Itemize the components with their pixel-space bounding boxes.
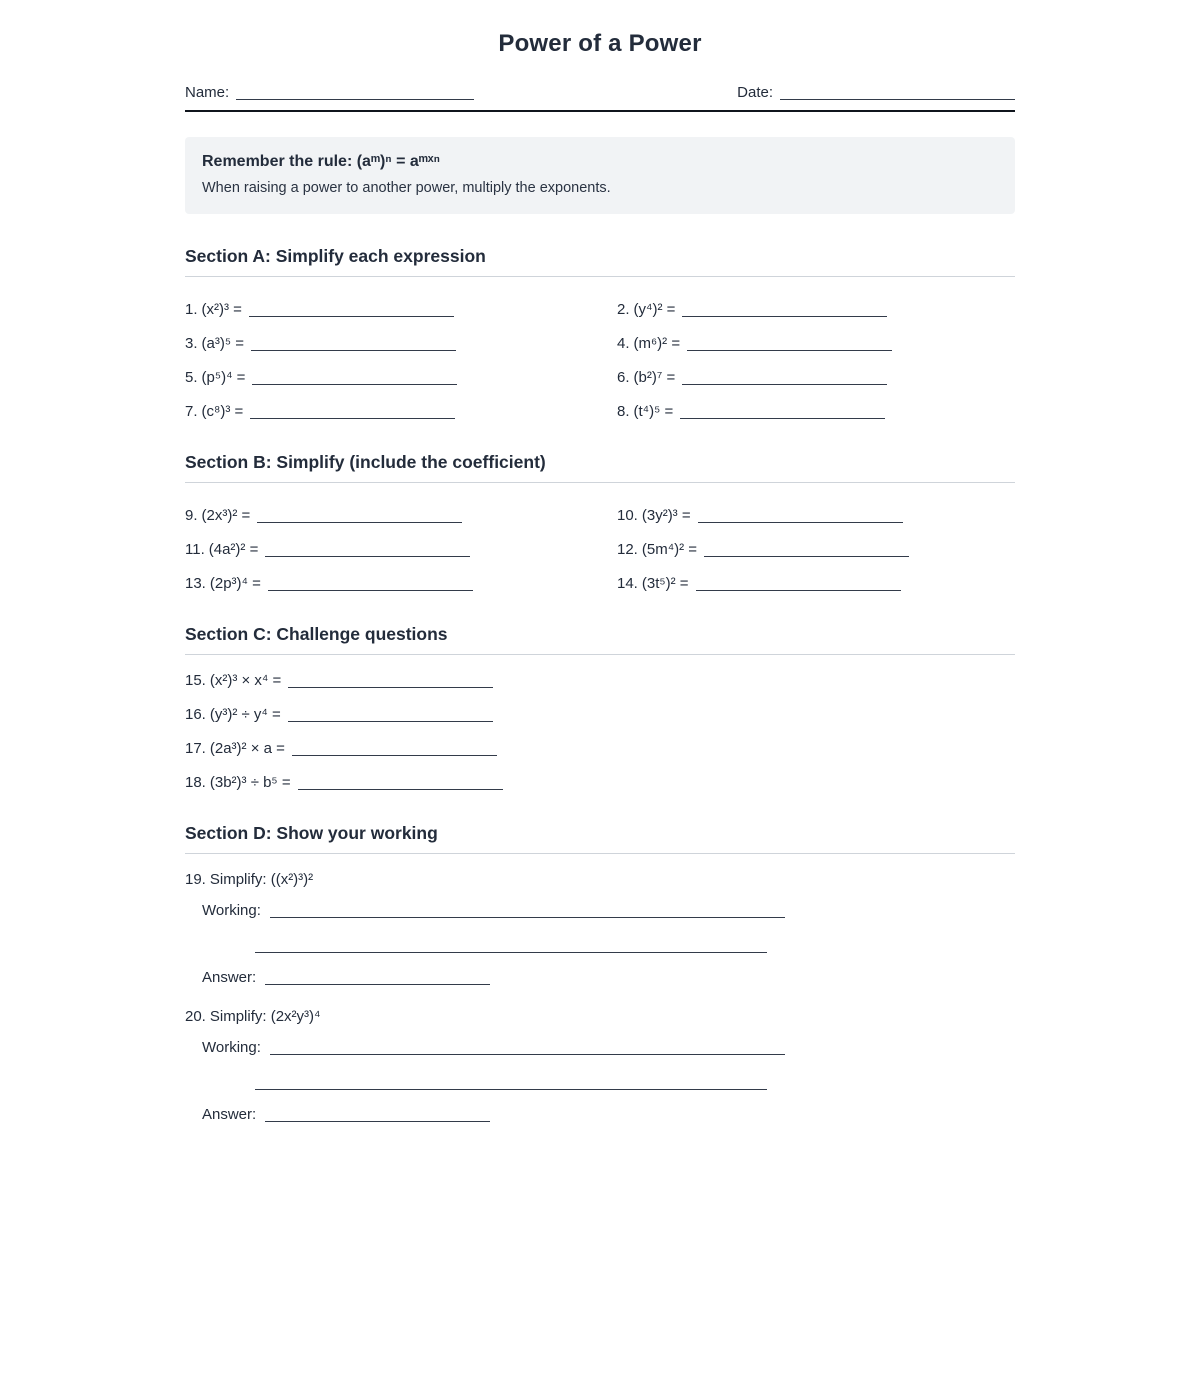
question-row	[617, 507, 1015, 524]
section-b-questions	[185, 490, 1015, 592]
section-c-heading: Section C: Challenge questions	[185, 624, 1015, 655]
answer-line	[696, 577, 901, 591]
answer-line	[268, 577, 473, 591]
question-expression: (2p³)⁴ =	[209, 575, 261, 592]
question-number: 2.	[617, 301, 630, 318]
question-row	[185, 672, 1015, 689]
rule-title: Remember the rule: (aᵐ)ⁿ = aᵐˣⁿ	[202, 153, 440, 170]
name-field	[185, 84, 474, 101]
answer-line	[250, 405, 455, 419]
question-expression: (x²)³ =	[201, 301, 242, 318]
rule-box	[185, 137, 1015, 214]
question-number: 3.	[185, 335, 198, 352]
question-expression: (5m⁴)² =	[641, 541, 698, 558]
question-number: 7.	[185, 403, 198, 420]
section-d	[185, 823, 1015, 1123]
question-row	[185, 740, 1015, 757]
answer-line	[265, 1108, 490, 1122]
answer-line	[292, 742, 497, 756]
working-row-2	[248, 937, 1015, 954]
section-a-questions	[185, 284, 1015, 420]
section-c-questions	[185, 672, 1015, 791]
question-expression: (p⁵)⁴ =	[201, 369, 246, 386]
question-expression: (4a²)² =	[208, 541, 259, 558]
header-divider	[185, 110, 1015, 112]
answer-line	[682, 371, 887, 385]
answer-line	[251, 337, 456, 351]
question-row	[185, 335, 617, 352]
question-number: 9.	[185, 507, 198, 524]
question-number: 6.	[617, 369, 630, 386]
answer-line	[265, 543, 470, 557]
question-row	[185, 541, 617, 558]
question-number: 11.	[185, 541, 205, 558]
question-expression: (a³)⁵ =	[201, 335, 244, 352]
answer-label: Answer:	[202, 969, 257, 986]
question-number: 15.	[185, 672, 206, 689]
question-number: 5.	[185, 369, 198, 386]
working-question-20	[185, 1008, 1015, 1123]
section-b-heading: Section B: Simplify (include the coefficient)	[185, 452, 1015, 483]
question-row	[185, 403, 617, 420]
answer-line	[288, 674, 493, 688]
question-expression: (y³)² ÷ y⁴ =	[209, 706, 281, 723]
answer-line	[288, 708, 493, 722]
question-number: 13.	[185, 575, 206, 592]
date-line	[780, 86, 1015, 100]
working-row-2	[248, 1074, 1015, 1091]
section-b	[185, 452, 1015, 592]
question-number: 17.	[185, 740, 206, 757]
question-row	[617, 541, 1015, 558]
question-number: 4.	[617, 335, 630, 352]
question-row	[185, 369, 617, 386]
answer-line	[680, 405, 885, 419]
question-expression: (b²)⁷ =	[633, 369, 676, 386]
answer-line	[249, 303, 454, 317]
date-field	[737, 84, 1015, 101]
working-row	[202, 1039, 1015, 1056]
question-row	[617, 335, 1015, 352]
section-a-heading: Section A: Simplify each expression	[185, 246, 1015, 277]
question-number: 12.	[617, 541, 638, 558]
name-line	[236, 86, 474, 100]
question-expression: (2x³)² =	[201, 507, 251, 524]
answer-row	[202, 1106, 1015, 1123]
question-number: 1.	[185, 301, 198, 318]
answer-line	[687, 337, 892, 351]
date-label: Date:	[737, 84, 773, 101]
question-row	[185, 706, 1015, 723]
answer-label: Answer:	[202, 1106, 257, 1123]
working-question-19	[185, 871, 1015, 986]
question-row	[185, 871, 1015, 888]
answer-line	[252, 371, 457, 385]
section-d-heading: Section D: Show your working	[185, 823, 1015, 854]
question-row	[617, 301, 1015, 318]
answer-line	[704, 543, 909, 557]
question-expression: (t⁴)⁵ =	[633, 403, 674, 420]
question-row	[185, 507, 617, 524]
question-expression: Simplify: ((x²)³)²	[209, 871, 314, 888]
answer-row	[202, 969, 1015, 986]
question-number: 19.	[185, 871, 206, 888]
question-row	[617, 369, 1015, 386]
working-line	[270, 904, 785, 918]
question-number: 18.	[185, 774, 206, 791]
question-expression: (x²)³ × x⁴ =	[209, 672, 282, 689]
question-number: 16.	[185, 706, 206, 723]
question-expression: (3b²)³ ÷ b⁵ =	[209, 774, 291, 791]
question-expression: (m⁶)² =	[633, 335, 681, 352]
answer-line	[298, 776, 503, 790]
answer-line	[257, 509, 462, 523]
question-expression: (c⁸)³ =	[201, 403, 244, 420]
answer-line	[265, 971, 490, 985]
name-label: Name:	[185, 84, 230, 101]
working-line	[255, 1076, 767, 1090]
question-expression: (3t⁵)² =	[641, 575, 689, 592]
page-title: Power of a Power	[498, 30, 702, 57]
question-expression: (2a³)² × a =	[209, 740, 285, 757]
question-number: 14.	[617, 575, 638, 592]
question-expression: (y⁴)² =	[633, 301, 676, 318]
question-expression: (3y²)³ =	[641, 507, 691, 524]
question-row	[185, 774, 1015, 791]
question-row	[185, 301, 617, 318]
name-date-row	[185, 84, 1015, 101]
question-number: 20.	[185, 1008, 206, 1025]
working-line	[270, 1041, 785, 1055]
question-row	[185, 1008, 1015, 1025]
section-a	[185, 246, 1015, 420]
question-number: 8.	[617, 403, 630, 420]
question-number: 10.	[617, 507, 638, 524]
answer-line	[698, 509, 903, 523]
working-label: Working:	[202, 1039, 261, 1056]
answer-line	[682, 303, 887, 317]
rule-subtitle: When raising a power to another power, multiply the exponents.	[202, 180, 611, 196]
question-expression: Simplify: (2x²y³)⁴	[209, 1008, 321, 1025]
working-label: Working:	[202, 902, 261, 919]
working-row	[202, 902, 1015, 919]
question-row	[617, 575, 1015, 592]
question-row	[617, 403, 1015, 420]
working-line	[255, 939, 767, 953]
question-row	[185, 575, 617, 592]
section-c	[185, 624, 1015, 791]
